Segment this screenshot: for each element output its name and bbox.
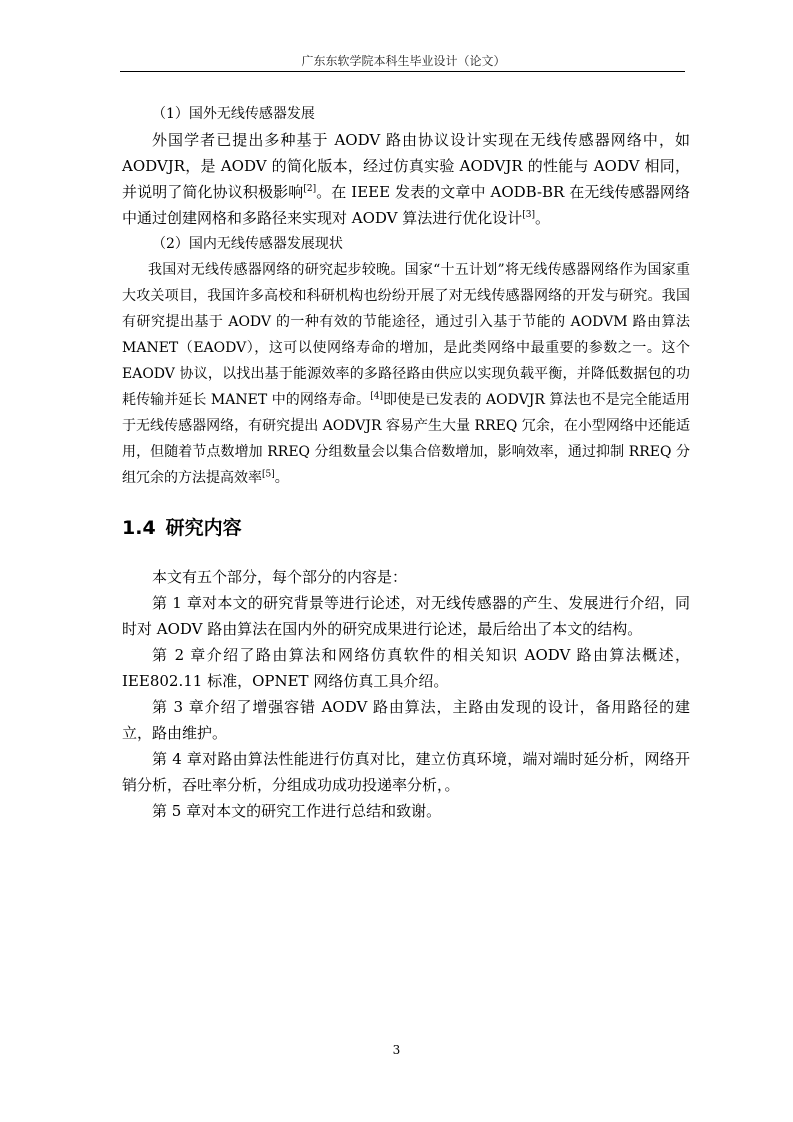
header-rule xyxy=(120,71,685,72)
section-paragraph: 第 5 章对本文的研究工作进行总结和致谢。 xyxy=(152,802,442,820)
section-title: 研究内容 xyxy=(165,517,242,539)
section-paragraph: 第 3 章介绍了增强容错 AODV 路由算法，主路由发现的设计，备用路径的建立，路由维护。 xyxy=(122,698,690,742)
domestic-development-heading: （2）国内无线传感器发展现状 xyxy=(152,236,343,252)
section-paragraph: 本文有五个部分，每个部分的内容是： xyxy=(152,568,408,586)
paragraph-text: 。 xyxy=(535,209,551,227)
citation-ref: [4] xyxy=(370,391,383,402)
paragraph-text: 即使是已发表的 AODVJR 算法也不是完全能适用于无线传感器网络，有研究提出 AODVJR 容易产生大量 RREQ 冗余，在小型网络中还能适用，但随着节点数增加 RREQ 分组数量会以集合倍数增加，影响效率，通过抑制 RREQ 分组冗余的方法提高效率 xyxy=(122,392,691,486)
section-paragraph: 第 4 章对路由算法性能进行仿真对比，建立仿真环境，端对端时延分析，网络开销分析，吞吐率分析，分组成功成功投递率分析，。 xyxy=(122,750,690,794)
citation-ref: [2] xyxy=(303,184,317,194)
paragraph-text: 。在 IEEE 发表的文章中 AODB-BR 在无线传感器网络中通过创建网格和多路径来实现对 AODV 算法进行优化设计 xyxy=(122,183,690,227)
page-number: 3 xyxy=(392,1043,401,1057)
domestic-development-paragraph xyxy=(122,257,690,491)
section-paragraph: 第 1 章对本文的研究背景等进行论述，对无线传感器的产生、发展进行介绍，同时对 AODV 路由算法在国内外的研究成果进行论述，最后给出了本文的结构。 xyxy=(122,594,690,638)
paragraph-text: 。 xyxy=(274,470,289,486)
document-body xyxy=(122,101,690,824)
paragraph-text: 外国学者已提出多种基于 AODV 路由协议设计实现在无线传感器网络中，如 AODVJR，是 AODV 的简化版本，经过仿真实验 AODVJR 的性能与 AODV 相同，并说明了简化协议积极影响 xyxy=(122,131,690,201)
foreign-development-heading: （1）国外无线传感器发展 xyxy=(152,106,315,122)
section-number: 1.4 xyxy=(122,517,156,539)
citation-ref: [5] xyxy=(262,469,275,480)
section-paragraph: 第 2 章介绍了路由算法和网络仿真软件的相关知识 AODV 路由算法概述，IEE802.11 标准，OPNET 网络仿真工具介绍。 xyxy=(122,646,690,690)
section-heading-1-4 xyxy=(122,513,690,540)
citation-ref: [3] xyxy=(522,210,536,220)
paragraph-text: 我国对无线传感器网络的研究起步较晚。国家“十五计划”将无线传感器网络作为国家重大攻关项目，我国许多高校和科研机构也纷纷开展了对无线传感器网络的开发与研究。我国有研究提出基于 AODV 的一种有效的节能途径，通过引入基于节能的 AODVM 路由算法 MANET（EAODV），这可以使网络寿命的增加，是此类网络中最重要的参数之一。这个 EAODV 协议，以找出基于能源效率的多路径路由供应以实现负载平衡，并降低数据包的功耗传输并延长 MANET 中的网络寿命。 xyxy=(122,262,690,408)
running-header: 广东东软学院本科生毕业设计（论文） xyxy=(301,54,506,68)
foreign-development-paragraph xyxy=(122,127,690,231)
